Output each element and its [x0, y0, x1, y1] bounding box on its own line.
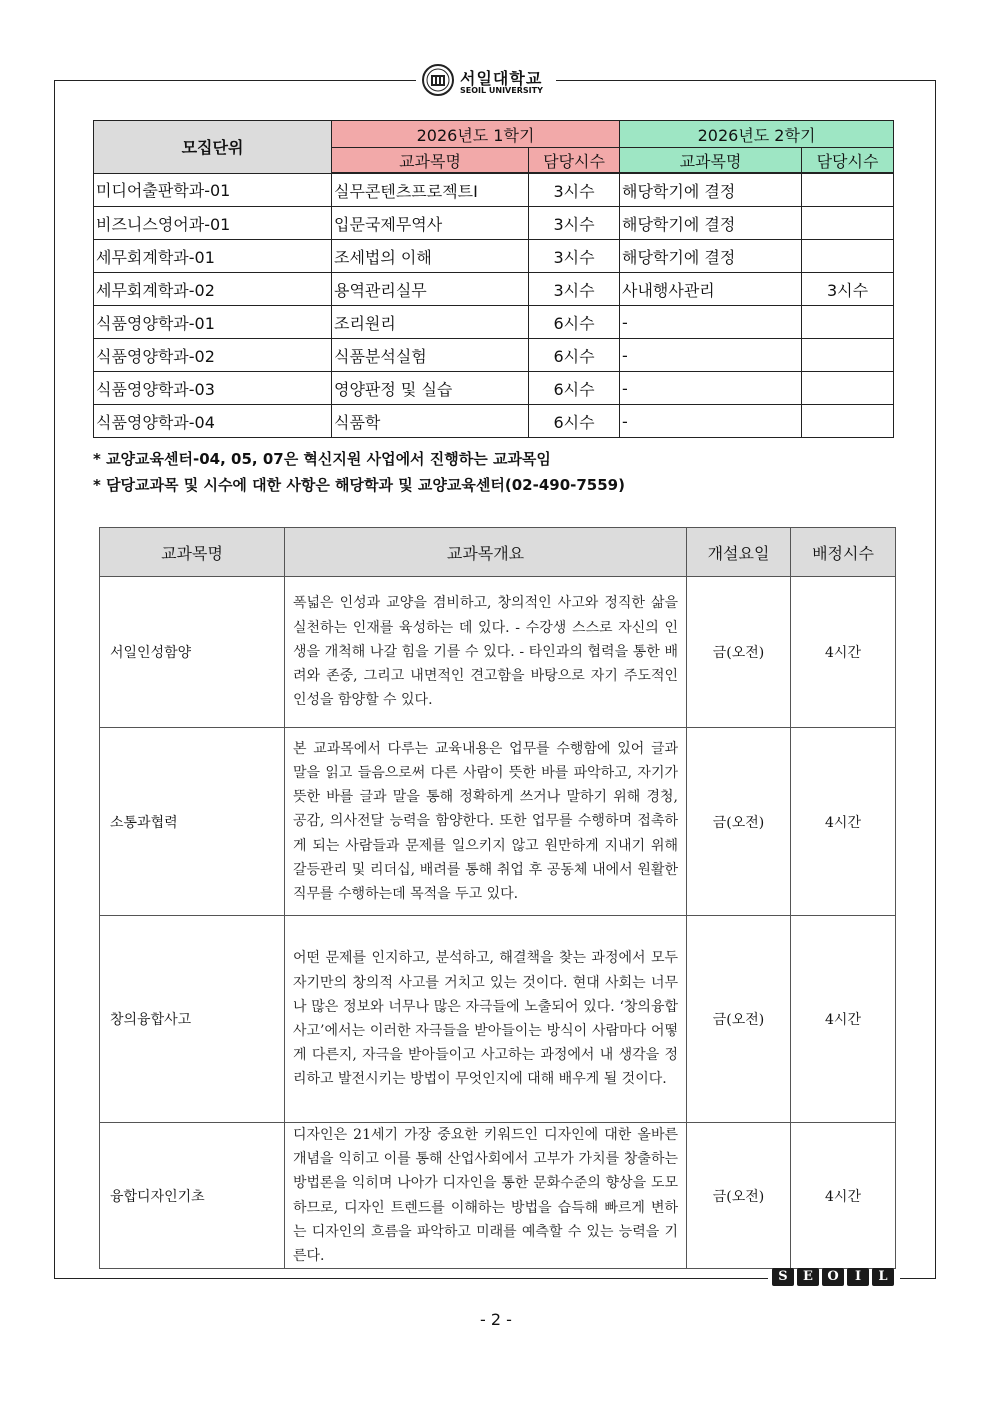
header-overview: 교과목개요	[285, 528, 687, 577]
table-row	[94, 306, 894, 339]
header-semester1: 2026년도 1학기	[332, 121, 620, 148]
hours-cell: 4시간	[791, 728, 896, 916]
header-hours2: 담당시수	[802, 148, 894, 174]
frame-bottom	[54, 1278, 768, 1279]
hours2-cell	[802, 207, 894, 240]
table-row	[100, 728, 896, 916]
course2-cell: 해당학기에 결정	[620, 207, 802, 240]
hours2-cell	[802, 240, 894, 273]
note-1: * 교양교육센터-04, 05, 07은 혁신지원 사업에서 진행하는 교과목임	[93, 450, 551, 468]
hours-cell: 4시간	[791, 1123, 896, 1269]
page-number: - 2 -	[480, 1310, 512, 1329]
hours1-cell: 3시수	[529, 173, 620, 207]
tag-letter: S	[772, 1268, 794, 1286]
recruitment-table	[93, 120, 894, 438]
unit-cell: 세무회계학과-01	[94, 240, 332, 273]
course1-cell: 식품학	[332, 405, 529, 438]
hours2-cell	[802, 339, 894, 372]
seoil-footer-tag	[772, 1268, 894, 1286]
hours1-cell: 3시수	[529, 240, 620, 273]
university-emblem-icon	[422, 64, 454, 96]
unit-cell: 식품영양학과-01	[94, 306, 332, 339]
table-row	[94, 405, 894, 438]
course2-cell: -	[620, 306, 802, 339]
hours1-cell: 6시수	[529, 372, 620, 405]
course1-cell: 영양판정 및 실습	[332, 372, 529, 405]
course-name-cell: 소통과협력	[100, 728, 285, 916]
frame-top-right	[556, 80, 936, 81]
course1-cell: 실무콘텐츠프로젝트Ⅰ	[332, 173, 529, 207]
overview-cell: 디자인은 21세기 가장 중요한 키워드인 디자인에 대한 올바른 개념을 익히고 이를 통해 산업사회에서 고부가 가치를 창출하는 방법론을 익히며 나아가 디자인을 통한 문화수준의 향상을 도모하므로, 디자인 트렌드를 이해하는 방법을 습득해 빠르게 변하는 디자인의 흐름을 파악하고 미래를 예측할 수 있는 능력을 기른다.	[285, 1123, 687, 1269]
course1-cell: 용역관리실무	[332, 273, 529, 306]
header-hours1: 담당시수	[529, 148, 620, 174]
header-course-name: 교과목명	[100, 528, 285, 577]
course2-cell: 해당학기에 결정	[620, 173, 802, 207]
frame-left	[54, 80, 55, 1278]
hours2-cell	[802, 405, 894, 438]
tag-letter: E	[797, 1268, 819, 1286]
course-name-cell: 창의융합사고	[100, 916, 285, 1123]
unit-cell: 세무회계학과-02	[94, 273, 332, 306]
frame-top-left	[54, 80, 416, 81]
overview-cell: 폭넓은 인성과 교양을 겸비하고, 창의적인 사고와 정직한 삶을 실천하는 인재를 육성하는 데 있다. - 수강생 스스로 자신의 인생을 개척해 나갈 힘을 기를 수 있다. - 타인과의 협력을 통한 배려와 존중, 그리고 내면적인 견고함을 바탕으로 자기 주도적인 인성을 함양할 수 있다.	[285, 577, 687, 728]
day-cell: 금(오전)	[687, 916, 791, 1123]
course1-cell: 조리원리	[332, 306, 529, 339]
tag-letter: O	[822, 1268, 844, 1286]
course-overview-table	[99, 527, 896, 1269]
course1-cell: 입문국제무역사	[332, 207, 529, 240]
header-semester2: 2026년도 2학기	[620, 121, 894, 148]
logo-korean-name: 서일대학교	[460, 69, 543, 88]
table-row	[100, 1123, 896, 1269]
unit-cell: 식품영양학과-02	[94, 339, 332, 372]
table-row	[100, 577, 896, 728]
tag-letter: L	[872, 1268, 894, 1286]
unit-cell: 식품영양학과-03	[94, 372, 332, 405]
table-row	[94, 372, 894, 405]
hours-cell: 4시간	[791, 577, 896, 728]
course2-cell: 해당학기에 결정	[620, 240, 802, 273]
course2-cell: -	[620, 372, 802, 405]
course-name-cell: 융합디자인기초	[100, 1123, 285, 1269]
hours-cell: 4시간	[791, 916, 896, 1123]
course2-cell: -	[620, 339, 802, 372]
logo-english-name: SEOIL UNIVERSITY	[460, 86, 543, 95]
table-row	[100, 916, 896, 1123]
hours2-cell: 3시수	[802, 273, 894, 306]
table-row	[94, 273, 894, 306]
hours1-cell: 6시수	[529, 405, 620, 438]
frame-bottom-right	[900, 1278, 936, 1279]
overview-cell: 어떤 문제를 인지하고, 분석하고, 해결책을 찾는 과정에서 모두 자기만의 창의적 사고를 거치고 있는 것이다. 현대 사회는 너무나 많은 정보와 너무나 많은 자극들에 노출되어 있다. ‘창의융합사고’에서는 이러한 자극들을 받아들이는 방식이 사람마다 어떻게 다른지, 자극을 받아들이고 사고하는 과정에서 내 생각을 정리하고 발전시키는 방법이 무엇인지에 대해 배우게 될 것이다.	[285, 916, 687, 1123]
tag-letter: I	[847, 1268, 869, 1286]
day-cell: 금(오전)	[687, 577, 791, 728]
table-row	[94, 339, 894, 372]
table-row	[94, 173, 894, 207]
day-cell: 금(오전)	[687, 1123, 791, 1269]
header-course2: 교과목명	[620, 148, 802, 174]
header-course1: 교과목명	[332, 148, 529, 174]
hours1-cell: 6시수	[529, 339, 620, 372]
header-unit: 모집단위	[94, 121, 332, 174]
hours1-cell: 3시수	[529, 273, 620, 306]
overview-cell: 본 교과목에서 다루는 교육내용은 업무를 수행함에 있어 글과 말을 읽고 들음으로써 다른 사람이 뜻한 바를 파악하고, 자기가 뜻한 바를 글과 말을 통해 정확하게 쓰거나 말하기 위해 경청, 공감, 의사전달 능력을 함양한다. 또한 업무를 수행하며 접촉하게 되는 사람들과 문제를 일으키지 않고 원만하게 지내기 위해 갈등관리 및 리더십, 배려를 통해 취업 후 공동체 내에서 원활한 직무를 수행하는데 목적을 두고 있다.	[285, 728, 687, 916]
unit-cell: 식품영양학과-04	[94, 405, 332, 438]
course1-cell: 조세법의 이해	[332, 240, 529, 273]
course2-cell: 사내행사관리	[620, 273, 802, 306]
header-day: 개설요일	[687, 528, 791, 577]
table-row	[94, 207, 894, 240]
hours2-cell	[802, 306, 894, 339]
note-2: * 담당교과목 및 시수에 대한 사항은 해당학과 및 교양교육센터(02-490-7559)	[93, 476, 625, 494]
hours2-cell	[802, 173, 894, 207]
course-name-cell: 서일인성함양	[100, 577, 285, 728]
hours1-cell: 3시수	[529, 207, 620, 240]
hours1-cell: 6시수	[529, 306, 620, 339]
university-logo	[420, 64, 556, 100]
hours2-cell	[802, 372, 894, 405]
unit-cell: 미디어출판학과-01	[94, 173, 332, 207]
course2-cell: -	[620, 405, 802, 438]
frame-right	[935, 80, 936, 1278]
day-cell: 금(오전)	[687, 728, 791, 916]
unit-cell: 비즈니스영어과-01	[94, 207, 332, 240]
course1-cell: 식품분석실험	[332, 339, 529, 372]
table-row	[94, 240, 894, 273]
header-hours: 배정시수	[791, 528, 896, 577]
